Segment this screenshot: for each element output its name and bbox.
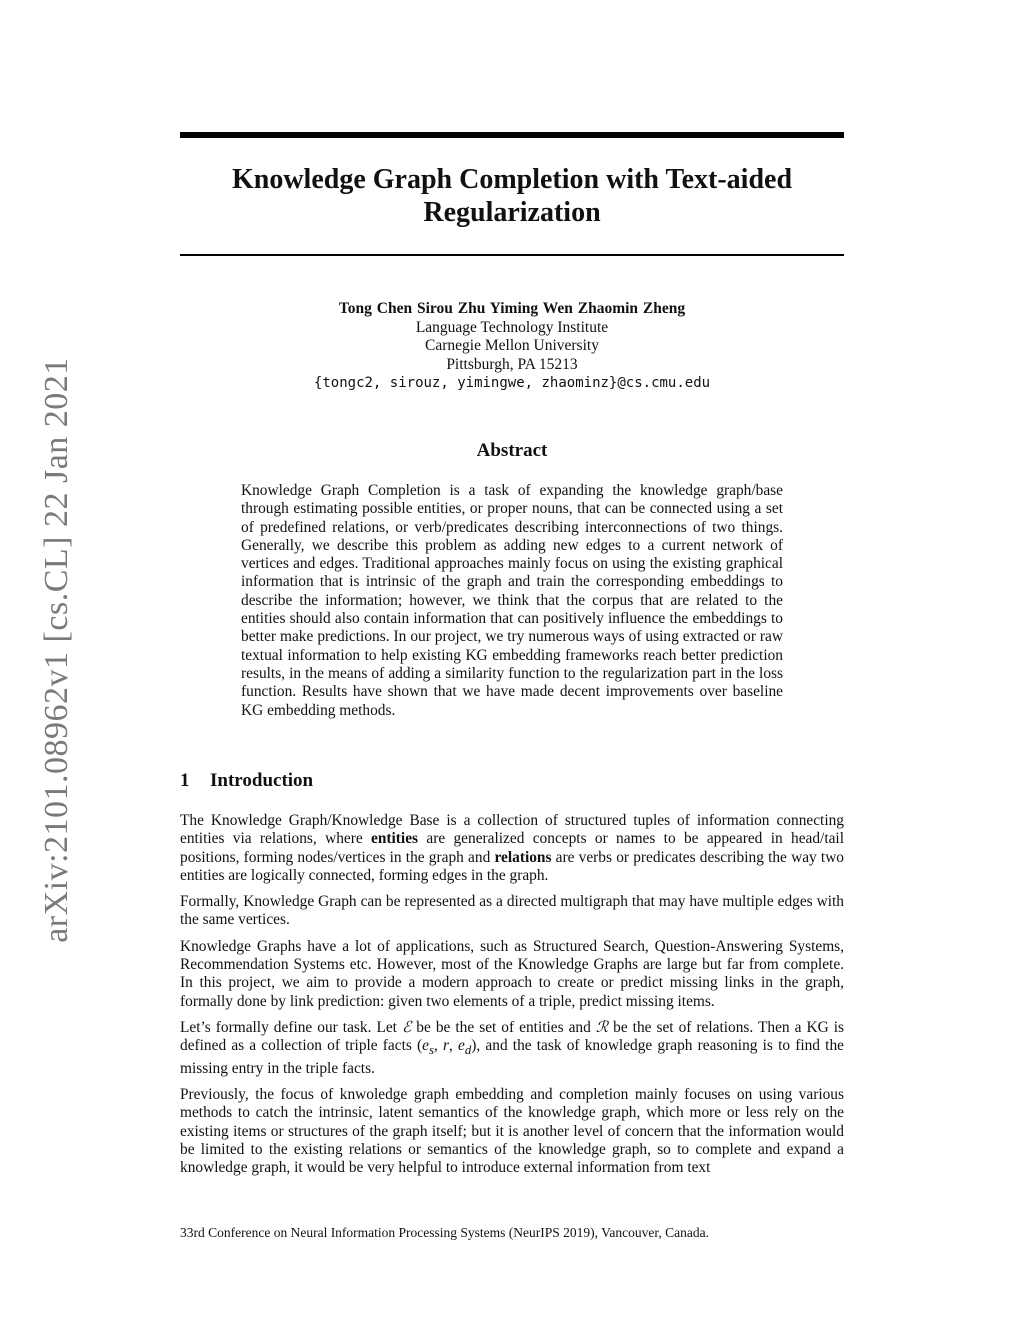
introduction-body — [180, 812, 844, 1185]
math-r: r — [443, 1037, 449, 1055]
author-email: {tongc2, sirouz, yimingwe, zhaominz}@cs.cmu.edu — [313, 375, 711, 391]
intro-paragraph-3: Knowledge Graphs have a lot of applications, such as Structured Search, Question-Answering Systems, Recommendation Systems etc. However, most of the Knowledge Graphs are large but far from complete. In this project, we aim to provide a modern approach to create or predict missing links in the graph, formally done by link prediction: given two elements of a triple, predict missing items. — [180, 937, 844, 1010]
math-es: e — [422, 1037, 429, 1055]
author-address: Pittsburgh, PA 15213 — [446, 355, 578, 373]
intro-p4-text-c: be the set of relations. Then a KG is defined as a collection of triple facts ( — [180, 1018, 844, 1055]
intro-p4-text-b: be be the set of entities and — [411, 1018, 596, 1036]
math-ed: e — [458, 1037, 465, 1055]
section-heading-introduction — [180, 770, 844, 792]
intro-p1-text-b: are generalized concepts or names to be appeared in head/tail positions, forming nodes/vertices in the graph and — [180, 830, 844, 866]
math-subscript-s: s — [428, 1043, 434, 1058]
intro-p1-text-c: are verbs or predicates describing the way two entities are logically connected, forming edges in the graph. — [180, 848, 845, 884]
intro-paragraph-5: Previously, the focus of knwoledge graph embedding and completion mainly focuses on using various methods to catch the intrinsic, latent semantics of the knowledge graph, which more or less rely on the existing items or structures of the graph itself; but it is another level of concern that the information would be limited to the existing relations or semantics of the knowledge graph, so to complete and expand a knowledge graph, it would be very helpful to introduce external information from text — [180, 1085, 844, 1177]
term-relations: relations — [494, 848, 552, 866]
math-subscript-d: d — [464, 1043, 472, 1058]
author-institute: Language Technology Institute — [415, 318, 609, 336]
math-comma-2: , — [449, 1037, 459, 1055]
intro-paragraph-1 — [180, 812, 844, 885]
math-comma-1: , — [433, 1037, 443, 1055]
conference-footnote: 33rd Conference on Neural Information Processing Systems (NeurIPS 2019), Vancouver, Canada. — [180, 1225, 709, 1240]
author-university: Carnegie Mellon University — [425, 337, 599, 354]
arxiv-stamp: arXiv:2101.08962v1 [cs.CL] 22 Jan 2021 — [38, 357, 75, 943]
section-title: Introduction — [210, 770, 314, 791]
term-entities: entities — [371, 830, 419, 848]
title-bottom-rule — [180, 254, 844, 256]
author-names: Tong Chen Sirou Zhu Yiming Wen Zhaomin Zheng — [338, 300, 686, 317]
abstract-body: Knowledge Graph Completion is a task of expanding the knowledge graph/base through estimating possible entities, or proper nouns, that can be connected using a set of predefined relations, or verb/predicates describing interconnections of two things. Generally, we describe this problem as adding new edges to a current network of vertices and edges. Traditional approaches mainly focus on using the existing graphical information that is intrinsic of the graph and train the corresponding embeddings to describe the information; however, we think that the corpus that are related to the entities should also contain information that can positively influence the embeddings to better make predictions. In our project, we try numerous ways of using extracted or raw textual information to help existing KG embedding frameworks reach better prediction results, in the means of adding a similarity function to the regularization part in the loss function. Results have shown that we have made decent improvements over baseline KG embedding methods. — [241, 482, 783, 719]
math-entity-set: ℰ — [401, 1018, 412, 1036]
intro-p4-text-a: Let’s formally define our task. Let — [180, 1018, 402, 1036]
title-line-1: Knowledge Graph Completion with Text-aided — [231, 164, 793, 195]
intro-p1-text-a: The Knowledge Graph/Knowledge Base is a collection of structured tuples of information connecting entities via relations, where — [180, 812, 844, 848]
title-line-2: Regularization — [423, 197, 601, 228]
intro-paragraph-2: Formally, Knowledge Graph can be represented as a directed multigraph that may have multiple edges with the same vertices. — [180, 893, 844, 929]
intro-paragraph-4 — [180, 1019, 844, 1078]
author-block — [180, 300, 844, 393]
abstract-heading: Abstract — [476, 440, 548, 461]
section-number: 1 — [180, 770, 190, 791]
math-relation-set: ℛ — [595, 1018, 609, 1036]
paper-title — [180, 163, 844, 229]
title-top-rule — [180, 132, 844, 138]
intro-p4-text-d: ), and the task of knowledge graph reasoning is to find the missing entry in the triple facts. — [180, 1037, 844, 1077]
